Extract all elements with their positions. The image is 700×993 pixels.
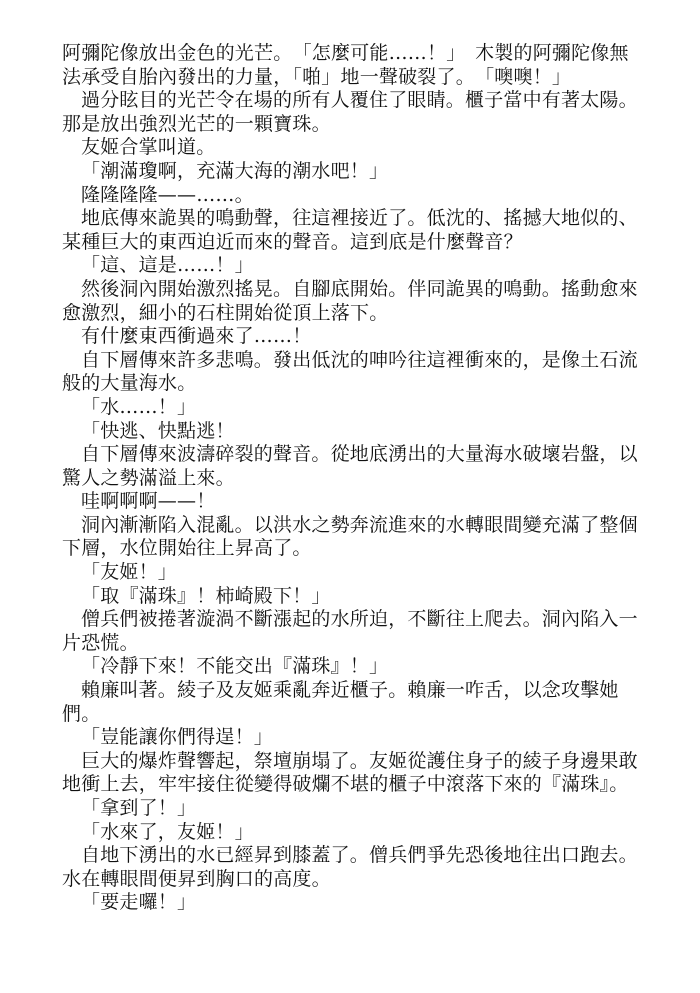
paragraph-3: 友姬合掌叫道。 bbox=[81, 136, 216, 159]
paragraph-6: 地底傳來詭異的鳴動聲，往這裡接近了。低沈的、搖撼大地似的、某種巨大的東西迫近而來的聲音。這到底是什麼聲音？ bbox=[62, 207, 638, 253]
paragraph-17: 「取『滿珠』！柿崎殿下！」 bbox=[81, 584, 331, 607]
paragraph-15: 洞內漸漸陷入混亂。以洪水之勢奔流進來的水轉眼間變充滿了整個下層，水位開始往上昇高了。 bbox=[62, 513, 638, 560]
paragraph-12: 「快逃、快點逃！ bbox=[81, 419, 235, 442]
paragraph-18: 僧兵們被捲著漩渦不斷漲起的水所迫，不斷往上爬去。洞內陷入一片恐慌。 bbox=[62, 608, 638, 654]
paragraph-25: 自地下湧出的水已經昇到膝蓋了。僧兵們爭先恐後地往出口跑去。水在轉眼間便昇到胸口的高度。 bbox=[62, 844, 638, 890]
paragraph-14: 哇啊啊啊——！ bbox=[81, 490, 216, 513]
paragraph-13: 自下層傳來波濤碎裂的聲音。從地底湧出的大量海水破壞岩盤，以驚人之勢滿溢上來。 bbox=[62, 443, 638, 489]
paragraph-5: 隆隆隆隆——……。 bbox=[81, 183, 254, 206]
paragraph-16: 「友姬！」 bbox=[81, 561, 178, 584]
paragraph-9: 有什麼東西衝過來了……！ bbox=[81, 325, 312, 348]
paragraph-8: 然後洞內開始激烈搖晃。自腳底開始。伴同詭異的鳴動。搖動愈來愈激烈，細小的石柱開始從頂上落下。 bbox=[62, 277, 638, 324]
paragraph-23: 「拿到了！」 bbox=[81, 797, 197, 819]
paragraph-24: 「水來了，友姬！」 bbox=[81, 820, 254, 843]
paragraph-20: 賴廉叫著。綾子及友姬乘亂奔近櫃子。賴廉一咋舌，以念攻擊她們。 bbox=[62, 679, 619, 725]
paragraph-2: 過分眩目的光芒令在場的所有人覆住了眼睛。櫃子當中有著太陽。那是放出強烈光芒的一顆寶珠。 bbox=[62, 89, 638, 135]
paragraph-1: 阿彌陀像放出金色的光芒。 「怎麼可能……！」 木製的阿彌陀像無法承受自胎內發出的力量，「啪」地一聲破裂了。 「噢噢！」 bbox=[62, 42, 629, 88]
document-page bbox=[62, 42, 638, 915]
paragraph-26: 「要走囉！」 bbox=[81, 891, 197, 914]
paragraph-21: 「豈能讓你們得逞！」 bbox=[81, 726, 274, 749]
paragraph-11: 「水……！」 bbox=[81, 395, 197, 418]
paragraph-4: 「潮滿瓊啊，充滿大海的潮水吧！」 bbox=[81, 159, 389, 182]
paragraph-19: 「冷靜下來！不能交出『滿珠』！」 bbox=[81, 655, 389, 678]
paragraph-7: 「這、這是……！」 bbox=[81, 254, 254, 277]
paragraph-10: 自下層傳來許多悲鳴。發出低沈的呻吟往這裡衝來的，是像土石流般的大量海水。 bbox=[62, 348, 638, 395]
paragraph-22: 巨大的爆炸聲響起，祭壇崩塌了。友姬從護住身子的綾子身邊果敢地衝上去，牢牢接住從變得破爛不堪的櫃子中滾落下來的『滿珠』。 bbox=[62, 749, 638, 796]
